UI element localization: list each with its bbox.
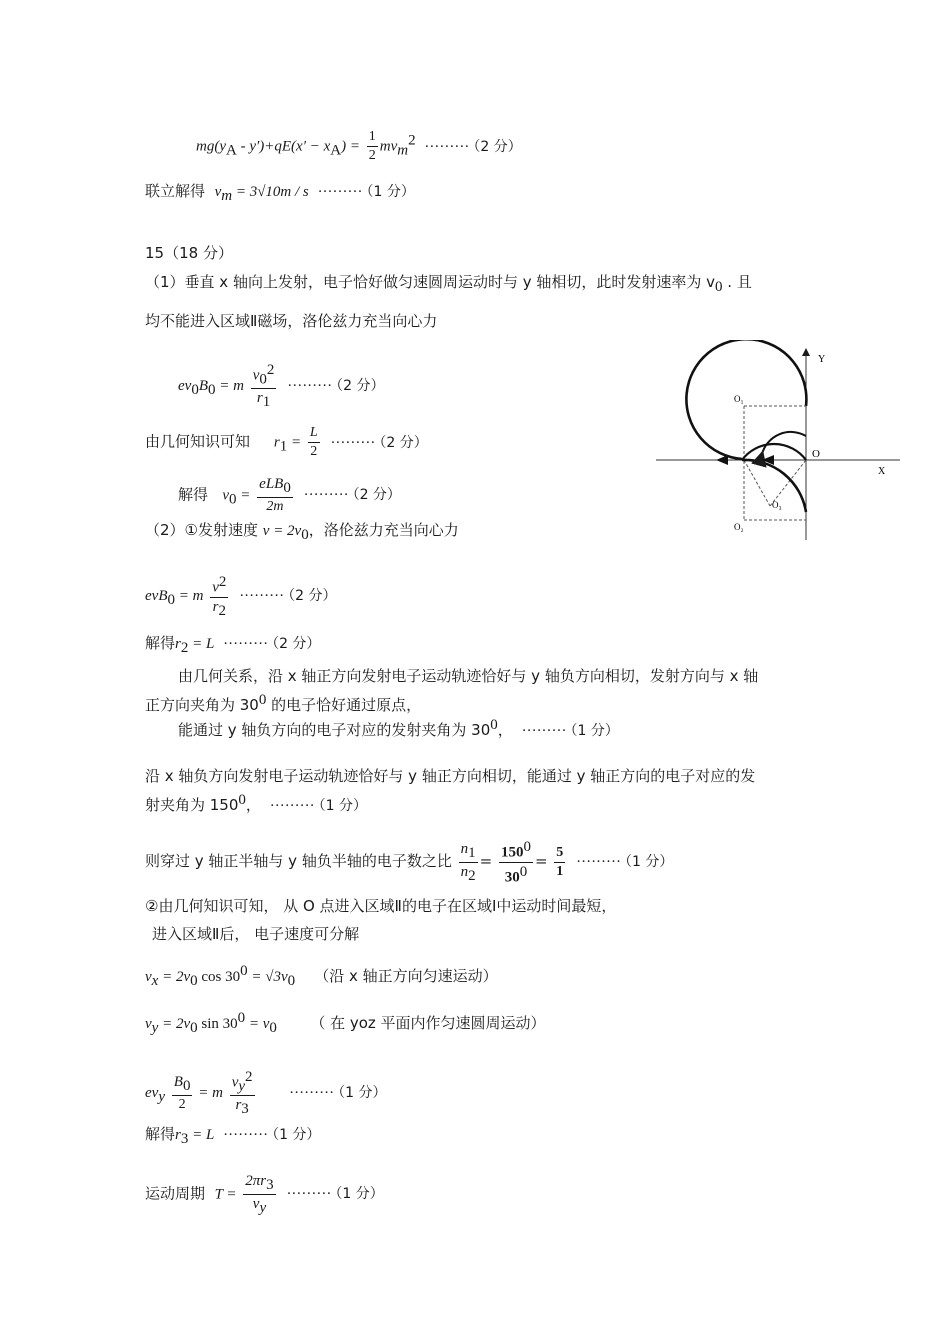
result-r3: 解得$r_3 = L$ ········· （1 分）	[145, 1125, 321, 1147]
equation-force-3: $ev_y$ $\frac{B_0}{2}$ = m $\frac{v_y^2}{r_3}$ ········· （1 分）	[145, 1069, 387, 1118]
part1-paragraph-line2: 均不能进入区域Ⅱ磁场，洛伦兹力充当向心力	[145, 312, 438, 330]
direction-arrow-left	[716, 455, 728, 465]
part2b-paragraph-line1: ②由几何知识可知， 从 O 点进入区域Ⅱ的电子在区域Ⅰ中运动时间最短，	[145, 897, 617, 915]
negative-x-paragraph-line2: 射夹角为 $150^0$， ········· （1 分）	[145, 792, 368, 814]
velocity-x-component: $v_x = 2v_0$ $\cos 30^0 = √3v_0$ （沿 x 轴正方向匀速运动）	[145, 963, 498, 989]
large-circle-trajectory	[686, 340, 806, 459]
velocity-y-component: $v_y = 2v_0$ $\sin 30^0 = v_0$ （ 在 yoz 平面内作匀速圆周运动）	[145, 1010, 546, 1036]
part1-paragraph-line1: （1）垂直 x 轴向上发射，电子恰好做匀速圆周运动时与 y 轴相切，此时发射速率为 $v_0$ . 且	[145, 273, 752, 295]
geometry-paragraph-line1: 由几何关系，沿 x 轴正方向发射电子运动轨迹恰好与 y 轴负方向相切，发射方向与 x 轴	[178, 667, 759, 685]
trajectory-svg	[650, 340, 910, 545]
equation-period: 运动周期 T = $\frac{2\pi r_3}{v_y}$ ········· （1 分）	[145, 1173, 384, 1216]
o1-label: O₁	[734, 394, 744, 404]
trajectory-arc-upper	[762, 432, 806, 454]
equation-r1: 由几何知识可知 $r_1$ = $\frac{L}{2}$ ········· （2 分）	[145, 425, 428, 459]
result-r2: 解得$r_2 = L$ ········· （2 分）	[145, 634, 321, 656]
result-v0: 解得 $v_0$ = $\frac{eLB_0}{2m}$ ········· （2 分）	[178, 476, 401, 514]
o2-label: O₂	[734, 522, 744, 532]
result-vm: 联立解得 $v_m = 3√10m / s$ ········· （1 分）	[145, 182, 415, 204]
equation-force-2: evB$_0$ = m $\frac{v^2}{r_2}$ ········· （2 分）	[145, 574, 337, 619]
x-axis-label: X	[878, 466, 886, 477]
geometry-paragraph-line2: 正方向夹角为 $30^0$ 的电子恰好通过原点，	[145, 692, 422, 714]
equation-energy: $mg(y_A - y')+qE(x' - x_A)$ = $\frac{1}{2}$ $mv_m^2$ ········· （2 分）	[196, 129, 522, 163]
part2b-paragraph-line2: 进入区域Ⅱ后， 电子速度可分解	[152, 925, 360, 943]
origin-label: O	[812, 448, 820, 460]
trajectory-diagram	[650, 340, 910, 549]
o3-label: O₃	[772, 500, 782, 510]
electron-ratio: 则穿过 y 轴正半轴与 y 轴负半轴的电子数之比 $\frac{n_1}{n_2}$ = $\frac{150^0}{30^0}$ = $\frac{5}{1}$ ········· （1 分）	[145, 839, 674, 886]
equation-force-1: $ev_0B_0 = m$ $\frac{v_0^2}{r_1}$ ········· （2 分）	[178, 362, 385, 411]
negative-x-paragraph-line1: 沿 x 轴负方向发射电子运动轨迹恰好与 y 轴正方向相切，能通过 y 轴正方向的电子对应的发	[145, 767, 756, 785]
question-heading: 15（18 分）	[145, 244, 233, 262]
y-axis-label: Y	[818, 354, 826, 365]
part2-intro: （2）①发射速度 $v = 2v_0$，洛伦兹力充当向心力	[145, 521, 459, 543]
fraction-half: $\frac{1}{2}$	[368, 129, 376, 163]
geometry-paragraph-line3: 能通过 y 轴负方向的电子对应的发射夹角为 $30^0$， ········· （1 分）	[178, 717, 619, 739]
